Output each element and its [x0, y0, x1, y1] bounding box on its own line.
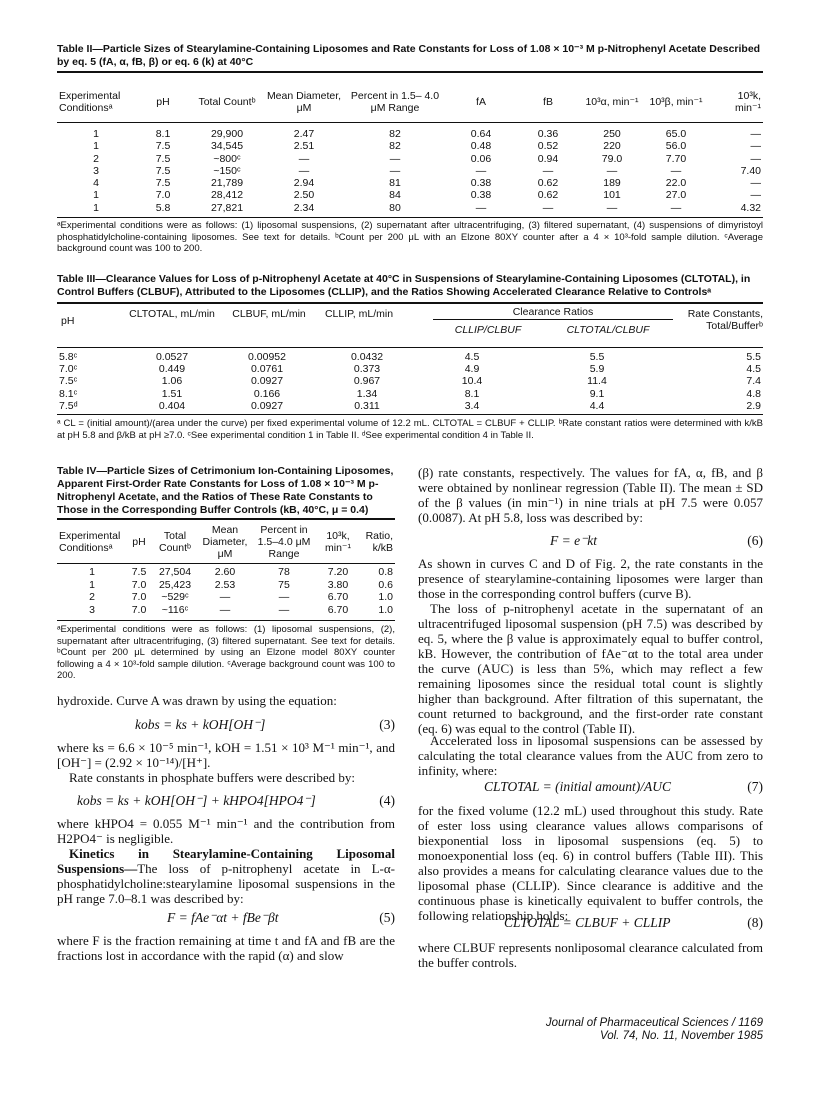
- table2-cell: —: [750, 177, 761, 190]
- table2-body: [57, 128, 763, 214]
- table4-caption: Table IV—Particle Sizes of Cetrimonium Ion-Containing Liposomes, Apparent First-Order Rate Constants for Loss of 1.08 × 10⁻³ M p-Nitrophenyl Acetate, and the Ratios of These Rate Constants to Those in the Corresponding Buffer Controls (kB, 40°C, μ = 0.4): [57, 465, 394, 516]
- equation-7-body: CLTOTAL = (initial amount)/AUC: [484, 779, 672, 794]
- table2-cell: 0.52: [537, 140, 559, 153]
- equation-5-body: F = fAe⁻αt + fBe⁻βt: [167, 910, 279, 925]
- table2-cell: —: [750, 152, 761, 165]
- equation-3-number: (3): [379, 717, 395, 732]
- table4-row: [57, 604, 395, 617]
- t3-h-totalbuf: CLTOTAL/CLBUF: [566, 324, 650, 336]
- journal-name: Journal of Pharmaceutical Sciences / 1169: [545, 1017, 763, 1029]
- table3-cell: 4.5: [464, 351, 480, 363]
- table2-cell: —: [298, 152, 310, 165]
- table3-cell: 9.1: [589, 387, 605, 400]
- table2-cell: 220: [603, 140, 621, 153]
- table2-cell: —: [298, 164, 310, 177]
- table4-cell: —: [219, 603, 231, 616]
- left-para-5: [57, 846, 395, 906]
- t3-h-total: CLTOTAL, mL/min: [129, 308, 215, 320]
- table2-cell: 0.38: [470, 177, 492, 190]
- table2-bottom-rule: [57, 217, 763, 218]
- table4-cell: 7.0: [131, 578, 147, 591]
- table2-row: [57, 177, 763, 189]
- equation-6-number: (6): [747, 533, 763, 548]
- page-footer: [546, 1017, 763, 1043]
- table2-cell: 0.62: [537, 177, 559, 190]
- table2-row: [57, 202, 763, 214]
- t2-h-beta: 10³β, min⁻¹: [649, 96, 703, 108]
- table4-cell: 6.70: [327, 603, 349, 616]
- table2-cell: 7.5: [155, 140, 171, 153]
- table4-cell: 78: [278, 566, 290, 578]
- table2-cell: —: [750, 128, 761, 140]
- table2-row: [57, 189, 763, 201]
- table4-cell: 2.53: [214, 578, 236, 591]
- table4-cell: 75: [278, 578, 290, 591]
- table2-cell: —: [389, 164, 401, 177]
- table3-cell: 8.1: [464, 387, 480, 400]
- table4-cell: 1.0: [378, 591, 393, 603]
- table2-caption: Table II—Particle Sizes of Stearylamine-Containing Liposomes and Rate Constants for Loss of 1.08 × 10⁻³ M p-Nitrophenyl Acetate Described by eq. 5 (fA, α, fB, β) or eq. 6 (k) at 40°C: [57, 43, 761, 68]
- table2-cell: 0.48: [470, 140, 492, 153]
- table2-cell: —: [542, 201, 554, 214]
- table4-cell: 1.0: [378, 603, 393, 616]
- table4-cell: 0.6: [378, 578, 393, 591]
- table3-cell: 0.0432: [350, 351, 384, 363]
- table3-cell: 0.449: [158, 363, 186, 376]
- table3-body: [57, 351, 763, 412]
- table2-cell: 8.1: [155, 128, 171, 140]
- table2-cell: —: [389, 152, 401, 165]
- equation-4-body: kobs = ks + kOH[OH⁻] + kHPO4[HPO4⁻]: [77, 793, 316, 808]
- table4-cell: 2: [89, 591, 95, 603]
- table2-cell: 2.51: [293, 140, 315, 153]
- table4-cell: 7.5: [131, 566, 147, 578]
- table4-body: [57, 566, 395, 616]
- table3-cell: 2.9: [746, 399, 761, 412]
- table3-row: [57, 400, 763, 412]
- table2-cell: 82: [389, 140, 401, 153]
- t2-h-k: 10³k, min⁻¹: [735, 90, 761, 114]
- table2-cell: 7.5: [155, 152, 171, 165]
- table4-cell: 0.8: [378, 566, 393, 578]
- journal-volume: Vol. 74, No. 11, November 1985: [599, 1030, 763, 1042]
- t3-h-lip: CLLIP, mL/min: [324, 308, 394, 320]
- table3-footnote: ᵃ CL = (initial amount)/(area under the curve) per fixed experimental volume of 12.2 mL. CLTOTAL = CLBUF + CLLIP. ᵇRate constant ratios were determined with k/kB at pH 5.8 and β/kB at pH ≥7.0. ᶜSee experimental condition 1 in Table II. ᵈSee experimental condition 4 in Table II.: [57, 418, 763, 441]
- table2-cell: 0.38: [470, 189, 492, 202]
- table2-top-rule: [57, 71, 763, 73]
- table4-cell: 27,504: [158, 566, 192, 578]
- table2-cell: 7.70: [665, 152, 687, 165]
- table3-cell: 0.967: [353, 375, 381, 388]
- table4: [57, 521, 395, 563]
- left-para-6: where F is the fraction remaining at time t and fA and fB are the fractions lost in accordance with the rapid (α) and slow: [57, 933, 395, 963]
- table3-cell: 10.4: [461, 375, 483, 388]
- table4-cell: 25,423: [158, 578, 192, 591]
- table4-row: [57, 591, 395, 604]
- table2-cell: 34,545: [210, 140, 244, 153]
- table2-cell: —: [670, 201, 682, 214]
- table2-cell: 2: [93, 152, 99, 165]
- table2-cell: 2.50: [293, 189, 315, 202]
- table3-cell: 0.0527: [155, 351, 189, 363]
- table3-cell: 1.06: [161, 375, 183, 388]
- table3-caption: Table III—Clearance Values for Loss of p-Nitrophenyl Acetate at 40°C in Suspensions of Stearylamine-Containing Liposomes (CLTOTAL), in Control Buffers (CLBUF), Attributed to the Liposomes (CLLIP), and the Ratios Showing Accelerated Clearance Relative to Controlsᵃ: [57, 273, 751, 298]
- table3-bottom-rule: [57, 414, 763, 415]
- table4-row: [57, 579, 395, 592]
- table3-cell: 4.8: [746, 387, 761, 400]
- t3-h-ratios: Clearance Ratios: [512, 306, 594, 318]
- table2-cell: 250: [603, 128, 621, 140]
- table2-cell: 7.5: [155, 177, 171, 190]
- t2-h-percent: Percent in 1.5– 4.0 μM Range: [350, 90, 440, 114]
- table2-cell: 0.36: [537, 128, 559, 140]
- table2-cell: 28,412: [210, 189, 244, 202]
- right-para-4: Accelerated loss in liposomal suspensions can be assessed by calculating the total clearance values from the AUC from zero to infinity, where:: [418, 733, 763, 778]
- t3-h-ph: pH: [61, 315, 75, 327]
- table3-row: [57, 375, 763, 387]
- table4-cell: —: [219, 591, 231, 603]
- table3-cell: 5.9: [589, 363, 605, 376]
- section-heading: Kinetics in Stearylamine-Containing Liposomal Suspensions—: [57, 846, 395, 876]
- table3-cell: 4.5: [746, 363, 761, 376]
- t2-h-ph: pH: [156, 96, 170, 108]
- left-para-3: Rate constants in phosphate buffers were described by:: [69, 770, 356, 785]
- table3-cell: 8.1ᶜ: [59, 387, 78, 400]
- t2-h-fa: fA: [476, 96, 486, 108]
- table2-cell: ~800ᶜ: [213, 152, 241, 165]
- left-para-4: where kHPO4 = 0.055 M⁻¹ min⁻¹ and the contribution from H2PO4⁻ is negligible.: [57, 816, 395, 846]
- table3-cell: 0.0927: [250, 399, 284, 412]
- table2-cell: 101: [603, 189, 621, 202]
- t4-h-k: 10³k, min⁻¹: [325, 530, 351, 554]
- table4-cell: ~529ᶜ: [161, 591, 189, 603]
- t2-h-count: Total Countᵇ: [198, 96, 256, 108]
- equation-6-body: F = e⁻kt: [550, 533, 597, 548]
- left-para-5-text: The loss of p-nitrophenyl acetate in L-α-phosphatidylcholine:stearylamine liposomal suspensions in the pH range 7.0–8.1 was described by:: [57, 861, 395, 906]
- table3-cell: 4.4: [589, 399, 605, 412]
- table4-header-rule: [57, 563, 395, 564]
- table3-cell: 0.166: [253, 387, 281, 400]
- table2-row: [57, 153, 763, 165]
- table4-bottom-rule: [57, 620, 395, 621]
- table4-cell: 7.0: [131, 603, 147, 616]
- table2-cell: 80: [389, 201, 401, 214]
- table3-cell: 5.5: [746, 351, 761, 363]
- table2-cell: 65.0: [665, 128, 687, 140]
- right-para-2: As shown in curves C and D of Fig. 2, the rate constants in the presence of stearylamine-containing liposomes were larger than those in the corresponding control buffers (curve B).: [418, 556, 763, 601]
- equation-4-number: (4): [379, 793, 395, 808]
- table4-cell: 1: [89, 578, 95, 591]
- table3-row: [57, 351, 763, 363]
- left-para-2: where ks = 6.6 × 10⁻⁵ min⁻¹, kOH = 1.51 × 10³ M⁻¹ min⁻¹, and [OH⁻] = (2.92 × 10⁻¹⁴)/[H⁺].: [57, 740, 395, 770]
- table3-cell: 1.34: [356, 387, 378, 400]
- table2-cell: 3: [93, 164, 99, 177]
- table4-cell: 6.70: [327, 591, 349, 603]
- equation-8-body: CLTOTAL = CLBUF + CLLIP: [504, 915, 671, 930]
- table2-cell: ~150ᶜ: [213, 164, 241, 177]
- table3-cell: 0.0927: [250, 375, 284, 388]
- equation-8-number: (8): [747, 915, 763, 930]
- table2-cell: 7.40: [740, 164, 761, 177]
- table2-cell: 2.94: [293, 177, 315, 190]
- table3-row: [57, 388, 763, 400]
- table2-header-rule: [57, 122, 763, 123]
- table3-header: [57, 306, 763, 346]
- table2-cell: 0.06: [470, 152, 492, 165]
- table3-header-rule: [57, 347, 763, 348]
- t4-h-conditions: Experimental Conditionsᵃ: [59, 530, 121, 554]
- table2-cell: 189: [603, 177, 621, 190]
- table3-cell: 5.8ᶜ: [59, 351, 78, 363]
- t2-h-conditions: Experimental Conditionsᵃ: [59, 90, 121, 114]
- t3-h-lipbuf: CLLIP/CLBUF: [454, 324, 522, 336]
- table2-cell: 4: [93, 177, 99, 190]
- table2-cell: 0.94: [537, 152, 559, 165]
- t4-h-percent: Percent in 1.5–4.0 μM Range: [257, 524, 311, 560]
- t2-h-alpha: 10³α, min⁻¹: [585, 96, 639, 108]
- table4-cell: —: [278, 591, 290, 603]
- table2-cell: 29,900: [210, 128, 244, 140]
- table4-row: [57, 566, 395, 579]
- t4-h-ph: pH: [132, 536, 146, 548]
- table3-cell: 0.0761: [250, 363, 284, 376]
- t4-h-count: Total Countᵇ: [159, 530, 191, 554]
- table2-row: [57, 165, 763, 177]
- table2-cell: 2.47: [293, 128, 315, 140]
- table2-cell: 22.0: [665, 177, 687, 190]
- table3-cell: 0.00952: [248, 351, 286, 363]
- table4-cell: —: [278, 603, 290, 616]
- t4-h-diameter: Mean Diameter, μM: [202, 524, 248, 560]
- table3-cell: 4.9: [464, 363, 480, 376]
- table4-cell: ~116ᶜ: [161, 603, 189, 616]
- table2-cell: 4.32: [740, 201, 761, 214]
- table2-cell: 81: [389, 177, 401, 190]
- table2-cell: —: [475, 164, 487, 177]
- table2: [57, 78, 763, 126]
- table2-cell: —: [606, 164, 618, 177]
- table2-cell: 84: [389, 189, 401, 202]
- table2-cell: —: [750, 140, 761, 153]
- table2-cell: 5.8: [155, 201, 171, 214]
- table2-cell: —: [542, 164, 554, 177]
- table2-footnote: ᵃExperimental conditions were as follows: (1) liposomal suspensions, (2) supernatant after ultracentrifuging, (3) filtered supernatant, (4) suspensions of dimyristoyl phosphatidylcholine-containing liposomes. See text for details. ᵇCount per 200 μL with an Elzone 80XY counter after a 4 × 10³-fold sample dilution. ᶜAverage background count was 100 to 200.: [57, 220, 763, 254]
- table4-cell: 1: [89, 566, 95, 578]
- table2-cell: 1: [93, 189, 99, 202]
- table2-cell: —: [606, 201, 618, 214]
- equation-5-number: (5): [379, 910, 395, 925]
- table2-cell: 0.64: [470, 128, 492, 140]
- table4-top-rule: [57, 518, 395, 520]
- t3-ratios-rule: [433, 319, 673, 320]
- table2-row: [57, 140, 763, 152]
- equation-3-body: kobs = ks + kOH[OH⁻]: [135, 717, 266, 732]
- left-para-1: hydroxide. Curve A was drawn by using the equation:: [57, 693, 337, 708]
- table4-cell: 7.0: [131, 591, 147, 603]
- table2-cell: 21,789: [210, 177, 244, 190]
- table2-cell: —: [750, 189, 761, 202]
- table3-cell: 11.4: [587, 375, 607, 388]
- table3-cell: 0.404: [158, 399, 186, 412]
- t3-h-buf: CLBUF, mL/min: [232, 308, 306, 320]
- table2-cell: 1: [93, 201, 99, 214]
- table3-cell: 0.311: [354, 399, 380, 412]
- table3-cell: 7.4: [746, 375, 761, 388]
- right-para-3: The loss of p-nitrophenyl acetate in the supernatant of an ultracentrifuged liposomal suspension (pH 7.5) was described by eq. 5, where the β value is approximately equal to buffer control, kB. However, the contribution of fAe⁻αt to the total area under the curve (AUC) is less than 5%, which may reflect a few remaining liposomes since the residual total count is slightly higher than background. After filtration of this supernatant, the count returned to background, and the first-order rate constant (eq. 6) was equal to the control (Table II).: [418, 601, 763, 736]
- table2-row: [57, 128, 763, 140]
- table2-cell: —: [670, 164, 682, 177]
- table2-cell: 0.62: [537, 189, 559, 202]
- table3-cell: 5.5: [589, 351, 605, 363]
- equation-7-number: (7): [747, 779, 763, 794]
- table3-top-rule: [57, 302, 763, 304]
- right-para-6: where CLBUF represents nonliposomal clearance calculated from the buffer controls.: [418, 940, 763, 970]
- table2-cell: 79.0: [601, 152, 623, 165]
- table2-cell: 1: [93, 128, 99, 140]
- table3-cell: 3.4: [464, 399, 480, 412]
- table3-row: [57, 363, 763, 375]
- table3-cell: 7.0ᶜ: [59, 363, 78, 376]
- table3-cell: 1.51: [161, 387, 183, 400]
- table4-cell: 3.80: [327, 578, 349, 591]
- table2-cell: 7.5: [155, 164, 171, 177]
- table4-cell: 3: [89, 603, 95, 616]
- table3-cell: 0.373: [353, 363, 381, 376]
- table2-cell: 27.0: [665, 189, 687, 202]
- table2-cell: 7.0: [155, 189, 171, 202]
- table4-cell: 2.60: [214, 566, 236, 578]
- table3-cell: 7.5ᶜ: [59, 375, 78, 388]
- table4-cell: 7.20: [327, 566, 349, 578]
- table2-cell: 82: [389, 128, 401, 140]
- t4-h-ratio: Ratio, k/kB: [365, 530, 393, 554]
- table4-footnote: ᵃExperimental conditions were as follows: (1) liposomal suspensions, (2), supernatant after ultracentrifuging, (3) filtered supernatant. See text for details. ᵇCount per 200 μL determined by using an Elzone model 80XY counter following a 4 × 10³-fold sample dilution. ᶜAverage background count was 100 to 200.: [57, 624, 395, 681]
- t2-h-fb: fB: [543, 96, 553, 108]
- table2-cell: 56.0: [665, 140, 687, 153]
- table2-cell: 2.34: [293, 201, 315, 214]
- right-para-1: (β) rate constants, respectively. The values for fA, α, fB, and β were obtained by nonlinear regression (Table II). The mean ± SD of the β values (in min⁻¹) in nine trials at pH 7.5 were 0.057 (0.0087). At pH 5.8, loss was described by:: [418, 465, 763, 525]
- table2-cell: 27,821: [210, 201, 244, 214]
- table2-cell: —: [475, 201, 487, 214]
- t3-h-rate: Rate Constants, Total/Bufferᵇ: [687, 308, 763, 332]
- table3-cell: 7.5ᵈ: [59, 399, 78, 412]
- t2-h-diameter: Mean Diameter, μM: [266, 90, 342, 114]
- right-para-5: for the fixed volume (12.2 mL) used throughout this study. Rate of ester loss using clearance values allows comparisons of biexponential loss in liposomal suspensions (eq. 5) to monoexponential loss (eq. 6) in control buffers (Table III). This also provides a means for calculating clearance values due to the liposomal phase (CLLIP). Since clearance is additive and the continuous phase is kinetically equivalent to buffer controls, the following relationship holds:: [418, 803, 763, 923]
- table2-cell: 1: [93, 140, 99, 153]
